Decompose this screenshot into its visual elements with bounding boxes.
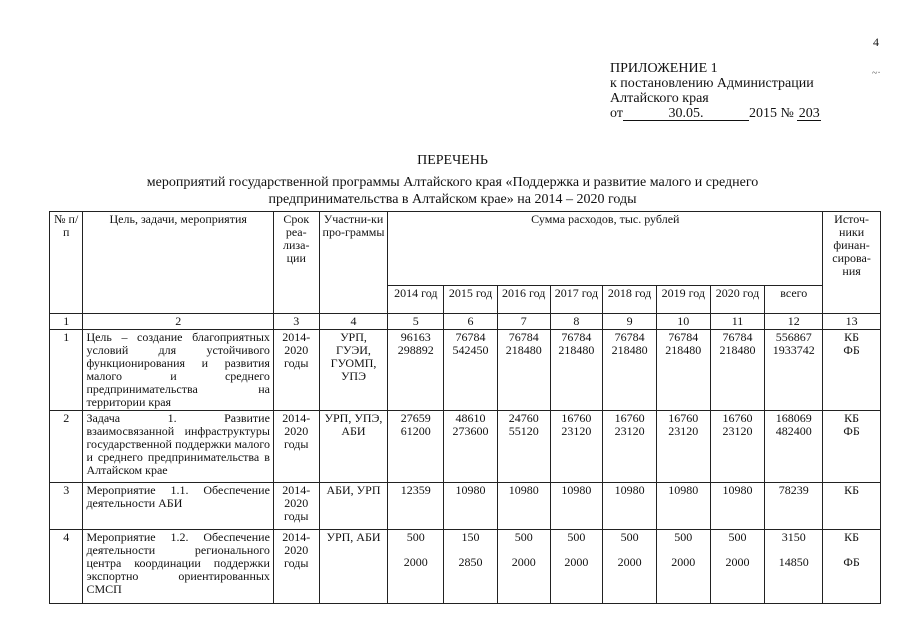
- value-fb: 298892: [397, 343, 434, 357]
- source-fb: ФБ: [843, 424, 860, 438]
- colnum: 11: [710, 314, 765, 330]
- value-fb: 482400: [775, 424, 812, 438]
- colnum: 2: [83, 314, 274, 330]
- doc-subtitle-2: предпринимательства в Алтайском крае» на 2014 – 2020 годы: [268, 192, 637, 207]
- value-kb: 10980: [614, 483, 645, 497]
- value-kb: 10980: [722, 483, 753, 497]
- header-sum: Сумма расходов, тыс. рублей: [388, 212, 823, 286]
- colnum: 12: [765, 314, 823, 330]
- value-kb: 500: [674, 530, 693, 544]
- value-kb: 16760: [614, 411, 645, 425]
- row-value: [603, 330, 657, 411]
- table-row: [50, 483, 881, 530]
- row-value: [497, 411, 550, 483]
- column-number-row: [50, 314, 881, 330]
- row-name: Мероприятие 1.1. Обеспечение деятельности АБИ: [83, 483, 274, 530]
- header-year-2019: 2019 год: [656, 286, 710, 314]
- value-fb: 23120: [561, 424, 592, 438]
- value-fb: 1933742: [772, 343, 815, 357]
- colnum: 10: [656, 314, 710, 330]
- table-body: [50, 330, 881, 604]
- header-year-2015: 2015 год: [444, 286, 498, 314]
- source-kb: КБ: [844, 530, 860, 544]
- header-year-2014: 2014 год: [388, 286, 444, 314]
- value-kb: 24760: [508, 411, 539, 425]
- row-value: [603, 530, 657, 604]
- colnum: 8: [550, 314, 603, 330]
- row-value: [388, 483, 444, 530]
- measures-table: [49, 211, 881, 604]
- row-value: [444, 483, 498, 530]
- source-fb: ФБ: [843, 555, 860, 569]
- colnum: 9: [603, 314, 657, 330]
- row-source: [823, 330, 881, 411]
- row-value: [550, 530, 603, 604]
- doc-title: ПЕРЕЧЕНЬ: [417, 153, 488, 168]
- row-value: [656, 330, 710, 411]
- year: 2015: [748, 106, 777, 121]
- page-number: 4: [873, 35, 879, 49]
- value-kb: 27659: [400, 411, 431, 425]
- row-value: [550, 411, 603, 483]
- value-kb: 168069: [775, 411, 812, 425]
- value-fb: 2000: [671, 555, 696, 569]
- value-fb: 218480: [558, 343, 595, 357]
- row-value: [444, 530, 498, 604]
- table-row: [50, 330, 881, 411]
- value-fb: 2000: [511, 555, 536, 569]
- value-kb: 76784: [455, 330, 486, 344]
- row-term: 2014-2020 годы: [273, 411, 319, 483]
- value-kb: 3150: [781, 530, 806, 544]
- row-participants: УРП, ГУЭИ, ГУОМП, УПЭ: [319, 330, 388, 411]
- value-kb: 16760: [668, 411, 699, 425]
- value-fb: 23120: [614, 424, 645, 438]
- row-value: [765, 530, 823, 604]
- header-goal: Цель, задачи, мероприятия: [83, 212, 274, 314]
- row-number: 1: [50, 330, 83, 411]
- value-fb: 23120: [722, 424, 753, 438]
- date-prefix: от: [610, 106, 623, 121]
- row-value: [603, 483, 657, 530]
- appendix-line-1: к постановлению Администрации: [610, 76, 814, 91]
- row-value: [497, 330, 550, 411]
- colnum: 7: [497, 314, 550, 330]
- value-fb: 218480: [611, 343, 648, 357]
- row-number: 4: [50, 530, 83, 604]
- header-year-2020: 2020 год: [710, 286, 765, 314]
- value-kb: 76784: [561, 330, 592, 344]
- header-total: всего: [765, 286, 823, 314]
- row-value: [497, 483, 550, 530]
- value-fb: 23120: [668, 424, 699, 438]
- row-value: [656, 411, 710, 483]
- table-row: [50, 411, 881, 483]
- colnum: 6: [444, 314, 498, 330]
- table-row: [50, 530, 881, 604]
- row-participants: АБИ, УРП: [319, 483, 388, 530]
- margin-mark: ~·: [872, 68, 881, 79]
- row-value: [765, 330, 823, 411]
- row-value: [550, 330, 603, 411]
- row-value: [497, 530, 550, 604]
- appendix-title: ПРИЛОЖЕНИЕ 1: [610, 61, 718, 76]
- value-fb: 14850: [778, 555, 809, 569]
- row-name: Цель – создание благоприятных условий для устойчивого функционирования и развития малого и среднего предпринимательства на территории края: [83, 330, 274, 411]
- source-fb: ФБ: [843, 343, 860, 357]
- row-value: [388, 530, 444, 604]
- colnum: 13: [823, 314, 881, 330]
- header-participants: Участни-ки про-граммы: [319, 212, 388, 314]
- value-kb: 16760: [722, 411, 753, 425]
- value-fb: 2000: [564, 555, 589, 569]
- appendix-block: [610, 62, 821, 122]
- row-value: [710, 330, 765, 411]
- source-kb: КБ: [844, 330, 860, 344]
- row-source: [823, 411, 881, 483]
- colnum: 3: [273, 314, 319, 330]
- number-value: 203: [798, 106, 820, 121]
- row-value: [710, 483, 765, 530]
- value-kb: 150: [461, 530, 480, 544]
- row-term: 2014-2020 годы: [273, 530, 319, 604]
- value-fb: 218480: [665, 343, 702, 357]
- value-kb: 76784: [722, 330, 753, 344]
- row-number: 3: [50, 483, 83, 530]
- row-name: Задача 1. Развитие взаимосвязанной инфраструктуры государственной поддержки малого и среднего предпринимательства в Алтайском крае: [83, 411, 274, 483]
- value-kb: 16760: [561, 411, 592, 425]
- value-fb: 273600: [452, 424, 489, 438]
- value-fb: 2000: [617, 555, 642, 569]
- value-kb: 10980: [668, 483, 699, 497]
- row-source: [823, 530, 881, 604]
- value-kb: 78239: [778, 483, 809, 497]
- value-fb: 218480: [719, 343, 756, 357]
- value-kb: 10980: [561, 483, 592, 497]
- appendix-date-line: [610, 107, 821, 122]
- row-value: [656, 483, 710, 530]
- row-term: 2014-2020 годы: [273, 483, 319, 530]
- value-kb: 76784: [508, 330, 539, 344]
- value-kb: 76784: [668, 330, 699, 344]
- row-value: [710, 411, 765, 483]
- header-year-2016: 2016 год: [497, 286, 550, 314]
- value-kb: 12359: [400, 483, 431, 497]
- colnum: 1: [50, 314, 83, 330]
- source-kb: КБ: [844, 483, 860, 497]
- row-number: 2: [50, 411, 83, 483]
- header-source: Источ-ники финан-сирова-ния: [823, 212, 881, 314]
- row-source: [823, 483, 881, 530]
- row-participants: УРП, АБИ: [319, 530, 388, 604]
- value-kb: 500: [567, 530, 586, 544]
- row-value: [388, 411, 444, 483]
- row-participants: УРП, УПЭ, АБИ: [319, 411, 388, 483]
- value-kb: 500: [406, 530, 425, 544]
- value-kb: 10980: [508, 483, 539, 497]
- number-sign: №: [780, 106, 794, 121]
- row-value: [765, 483, 823, 530]
- row-value: [603, 411, 657, 483]
- value-kb: 500: [620, 530, 639, 544]
- appendix-line-2: Алтайского края: [610, 91, 709, 106]
- header-term: Срок реа-лиза-ции: [273, 212, 319, 314]
- row-term: 2014-2020 годы: [273, 330, 319, 411]
- row-value: [765, 411, 823, 483]
- value-kb: 500: [514, 530, 533, 544]
- row-name: Мероприятие 1.2. Обеспечение деятельности регионального центра координации поддержки экспортно ориентированных СМСП: [83, 530, 274, 604]
- value-fb: 2850: [458, 555, 483, 569]
- value-kb: 10980: [455, 483, 486, 497]
- value-kb: 96163: [400, 330, 431, 344]
- source-kb: КБ: [844, 411, 860, 425]
- doc-subtitle-1: мероприятий государственной программы Алтайского края «Поддержка и развитие малого и среднего: [146, 175, 759, 190]
- header-year-2017: 2017 год: [550, 286, 603, 314]
- row-value: [656, 530, 710, 604]
- value-fb: 218480: [505, 343, 542, 357]
- value-fb: 55120: [508, 424, 539, 438]
- row-value: [710, 530, 765, 604]
- value-fb: 542450: [452, 343, 489, 357]
- value-fb: 61200: [400, 424, 431, 438]
- row-value: [444, 411, 498, 483]
- row-value: [444, 330, 498, 411]
- value-fb: 2000: [725, 555, 750, 569]
- date-value: 30.05.: [623, 107, 749, 121]
- row-value: [550, 483, 603, 530]
- value-kb: 76784: [614, 330, 645, 344]
- colnum: 5: [388, 314, 444, 330]
- value-kb: 556867: [775, 330, 812, 344]
- header-year-2018: 2018 год: [603, 286, 657, 314]
- header-num: № п/п: [50, 212, 83, 314]
- value-fb: 2000: [403, 555, 428, 569]
- row-value: [388, 330, 444, 411]
- colnum: 4: [319, 314, 388, 330]
- value-kb: 500: [728, 530, 747, 544]
- value-kb: 48610: [455, 411, 486, 425]
